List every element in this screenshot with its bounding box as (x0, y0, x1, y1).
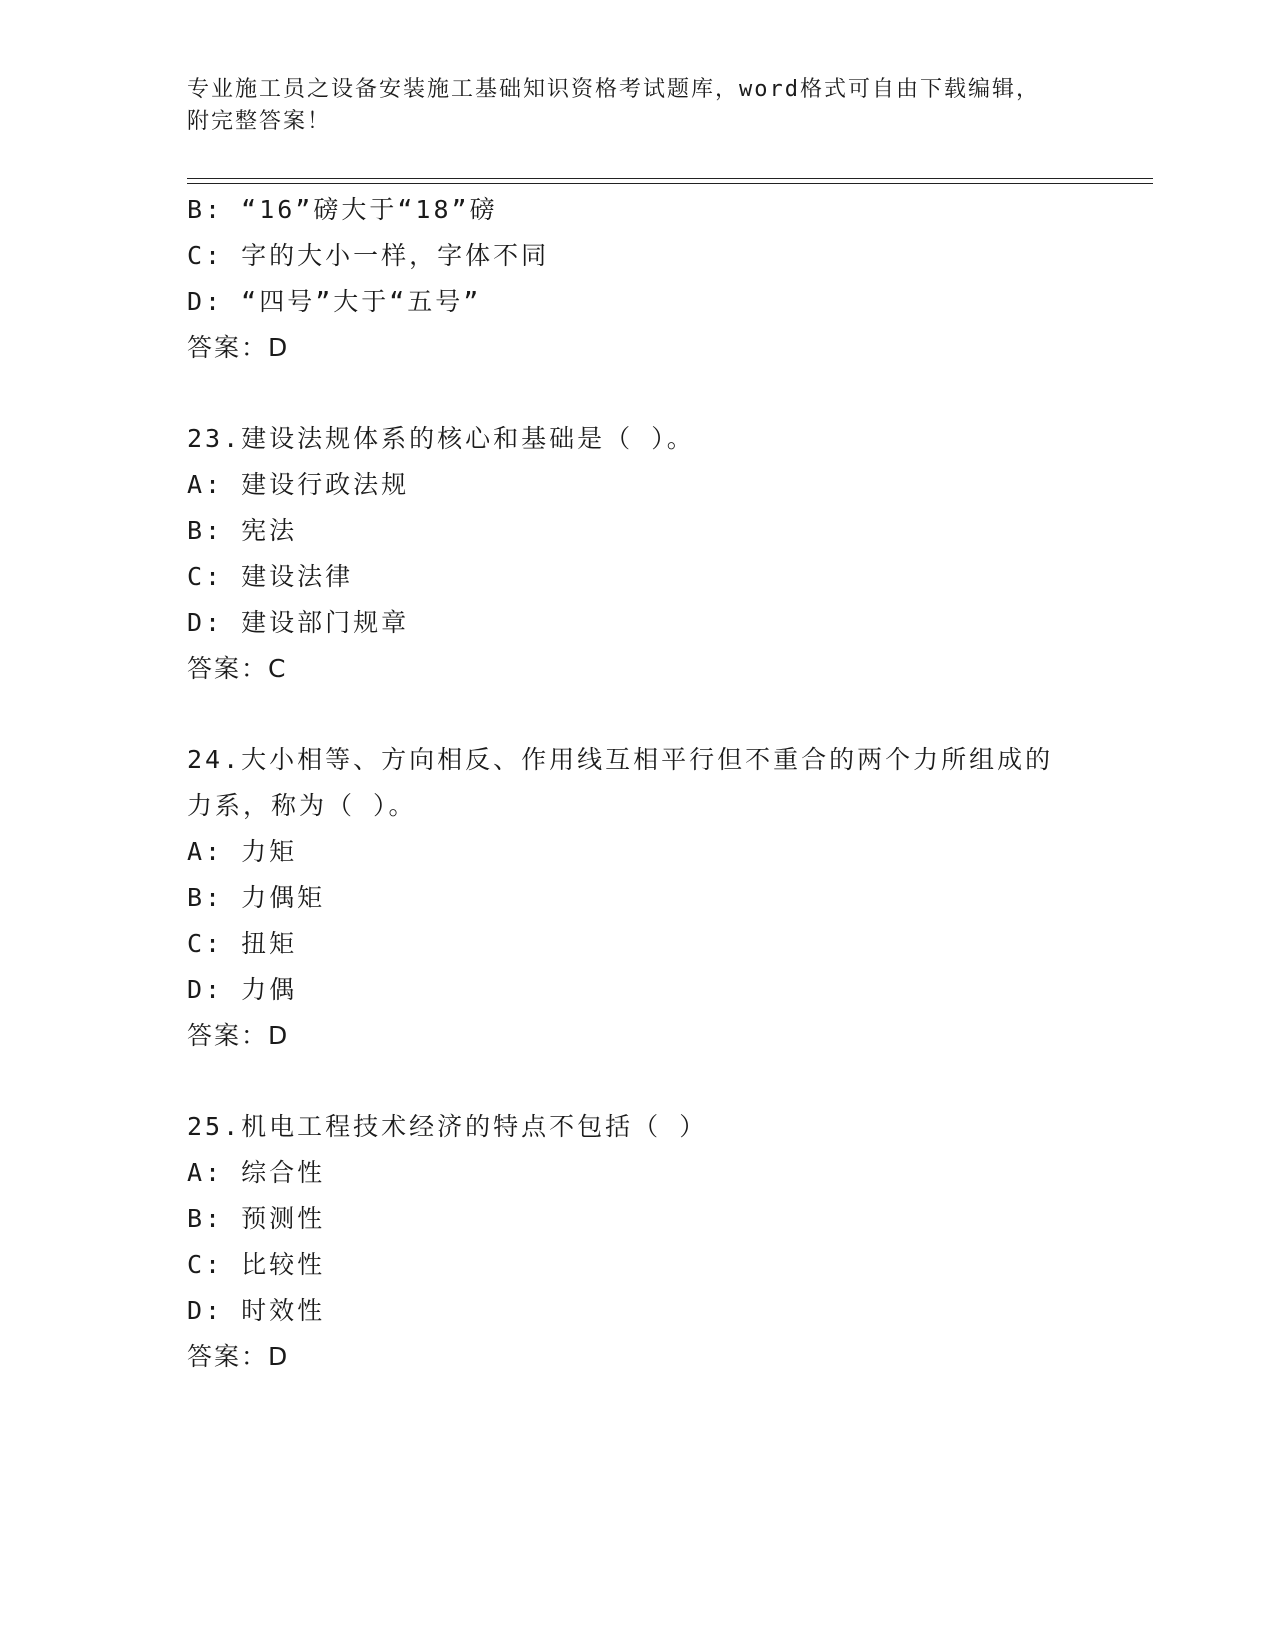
option-d: D: 力偶 (187, 975, 298, 1004)
option-d: D: 时效性 (187, 1296, 326, 1325)
document-header (187, 74, 1087, 138)
option-c: C: 字的大小一样，字体不同 (187, 241, 550, 270)
question-24 (187, 737, 1087, 1059)
question-stem-line-1: 24.大小相等、方向相反、作用线互相平行但不重合的两个力所组成的 (187, 745, 1054, 774)
question-25 (187, 1104, 1087, 1380)
option-c: C: 建设法律 (187, 562, 354, 591)
header-divider-bottom (187, 183, 1153, 184)
question-stem: 23.建设法规体系的核心和基础是（ ）。 (187, 424, 695, 453)
question-stem-line-2: 力系，称为（ ）。 (187, 791, 417, 820)
header-line-1: 专业施工员之设备安装施工基础知识资格考试题库，word格式可自由下载编辑， (187, 77, 1040, 102)
option-d: D: 建设部门规章 (187, 608, 410, 637)
option-a: A: 力矩 (187, 837, 298, 866)
option-a: A: 建设行政法规 (187, 470, 410, 499)
option-a: A: 综合性 (187, 1158, 326, 1187)
spacer (187, 371, 1087, 416)
question-stem: 25.机电工程技术经济的特点不包括（ ） (187, 1112, 708, 1141)
question-23 (187, 416, 1087, 692)
option-b: B: 预测性 (187, 1204, 326, 1233)
question-list (187, 187, 1087, 1380)
spacer (187, 692, 1087, 737)
answer: 答案：C (187, 654, 288, 683)
option-c: C: 扭矩 (187, 929, 298, 958)
spacer (187, 1059, 1087, 1104)
option-d: D: “四号”大于“五号” (187, 287, 482, 316)
header-line-2: 附完整答案！ (187, 109, 332, 134)
header-divider-top (187, 178, 1153, 179)
answer: 答案：D (187, 1342, 290, 1371)
option-b: B: 力偶矩 (187, 883, 326, 912)
option-b: B: “16”磅大于“18”磅 (187, 195, 498, 224)
option-b: B: 宪法 (187, 516, 298, 545)
option-c: C: 比较性 (187, 1250, 326, 1279)
question-22-continued (187, 187, 1087, 371)
answer: 答案：D (187, 333, 290, 362)
answer: 答案：D (187, 1021, 290, 1050)
